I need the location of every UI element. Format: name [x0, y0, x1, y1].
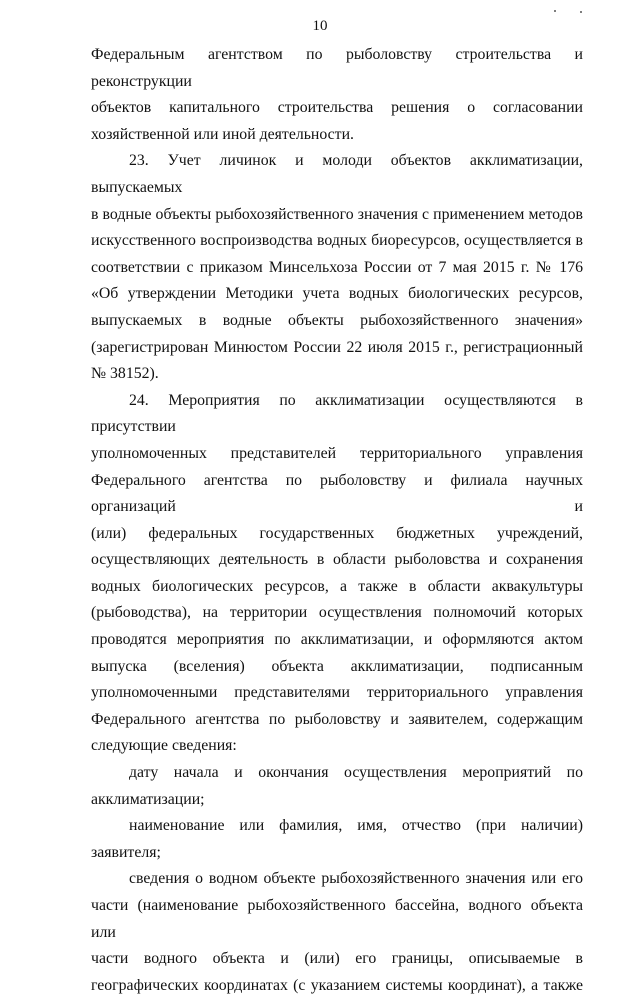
scan-mark [554, 10, 556, 12]
text-line: (рыбоводства), на территории осуществления полномочий которых [91, 604, 583, 622]
text-line: (или) федеральных государственных бюджетных учреждений, [91, 524, 583, 542]
text-line: хозяйственной или иной деятельности. [91, 125, 354, 143]
text-line: осуществляющих деятельность в области рыболовства и сохранения [91, 551, 583, 569]
text-line: выпускаемых в водные объекты рыбохозяйственного значения» [91, 311, 583, 329]
text-line: следующие сведения: [91, 737, 237, 755]
document-body [91, 42, 583, 999]
list-item-line: сведения о водном объекте рыбохозяйственного значения или его [129, 870, 583, 888]
text-line: части (наименование рыбохозяйственного бассейна, водного объекта или [91, 897, 583, 941]
text-line: объектов капитального строительства решения о согласовании [91, 99, 583, 117]
text-line: географических координатах (с указанием системы координат), а также [91, 976, 583, 994]
text-line: водных биологических ресурсов, а также в области аквакультуры [91, 577, 583, 595]
text-line: соответствии с приказом Минсельхоза России от 7 мая 2015 г. № 176 [91, 258, 583, 276]
text-line: части водного объекта и (или) его границы, описываемые в [91, 950, 583, 968]
text-line: «Об утверждении Методики учета водных биологических ресурсов, [91, 285, 583, 303]
list-item-line: дату начала и окончания осуществления мероприятий по [129, 764, 583, 782]
text-line: акклиматизации; [91, 790, 205, 808]
text-line: Федерального агентства по рыболовству и филиала научных организаций и [91, 471, 583, 516]
text-line: проводятся мероприятия по акклиматизации, и оформляются актом [91, 631, 583, 649]
text-line: уполномоченных представителей территориального управления [91, 444, 583, 462]
text-line: (зарегистрирован Минюстом России 22 июля 2015 г., регистрационный [91, 338, 583, 356]
text-line: № 38152). [91, 365, 159, 383]
text-line: выпуска (вселения) объекта акклиматизации, подписанным [91, 657, 583, 675]
list-item-line: наименование или фамилия, имя, отчество (при наличии) заявителя; [91, 817, 583, 861]
paragraph-24-line: 24. Мероприятия по акклиматизации осуществляются в присутствии [91, 391, 583, 436]
paragraph-23-line: 23. Учет личинок и молоди объектов акклиматизации, выпускаемых [91, 152, 583, 196]
text-line: Федерального агентства по рыболовству и заявителем, содержащим [91, 710, 583, 728]
page-number: 10 [312, 18, 328, 34]
text-line: искусственного воспроизводства водных биоресурсов, осуществляется в [91, 232, 583, 250]
text-line: в водные объекты рыбохозяйственного значения с применением методов [91, 205, 583, 223]
text-line: Федеральным агентством по рыболовству строительства и реконструкции [91, 46, 583, 90]
text-line: уполномоченными представителями территориального управления [91, 684, 583, 702]
scan-mark [580, 11, 582, 13]
